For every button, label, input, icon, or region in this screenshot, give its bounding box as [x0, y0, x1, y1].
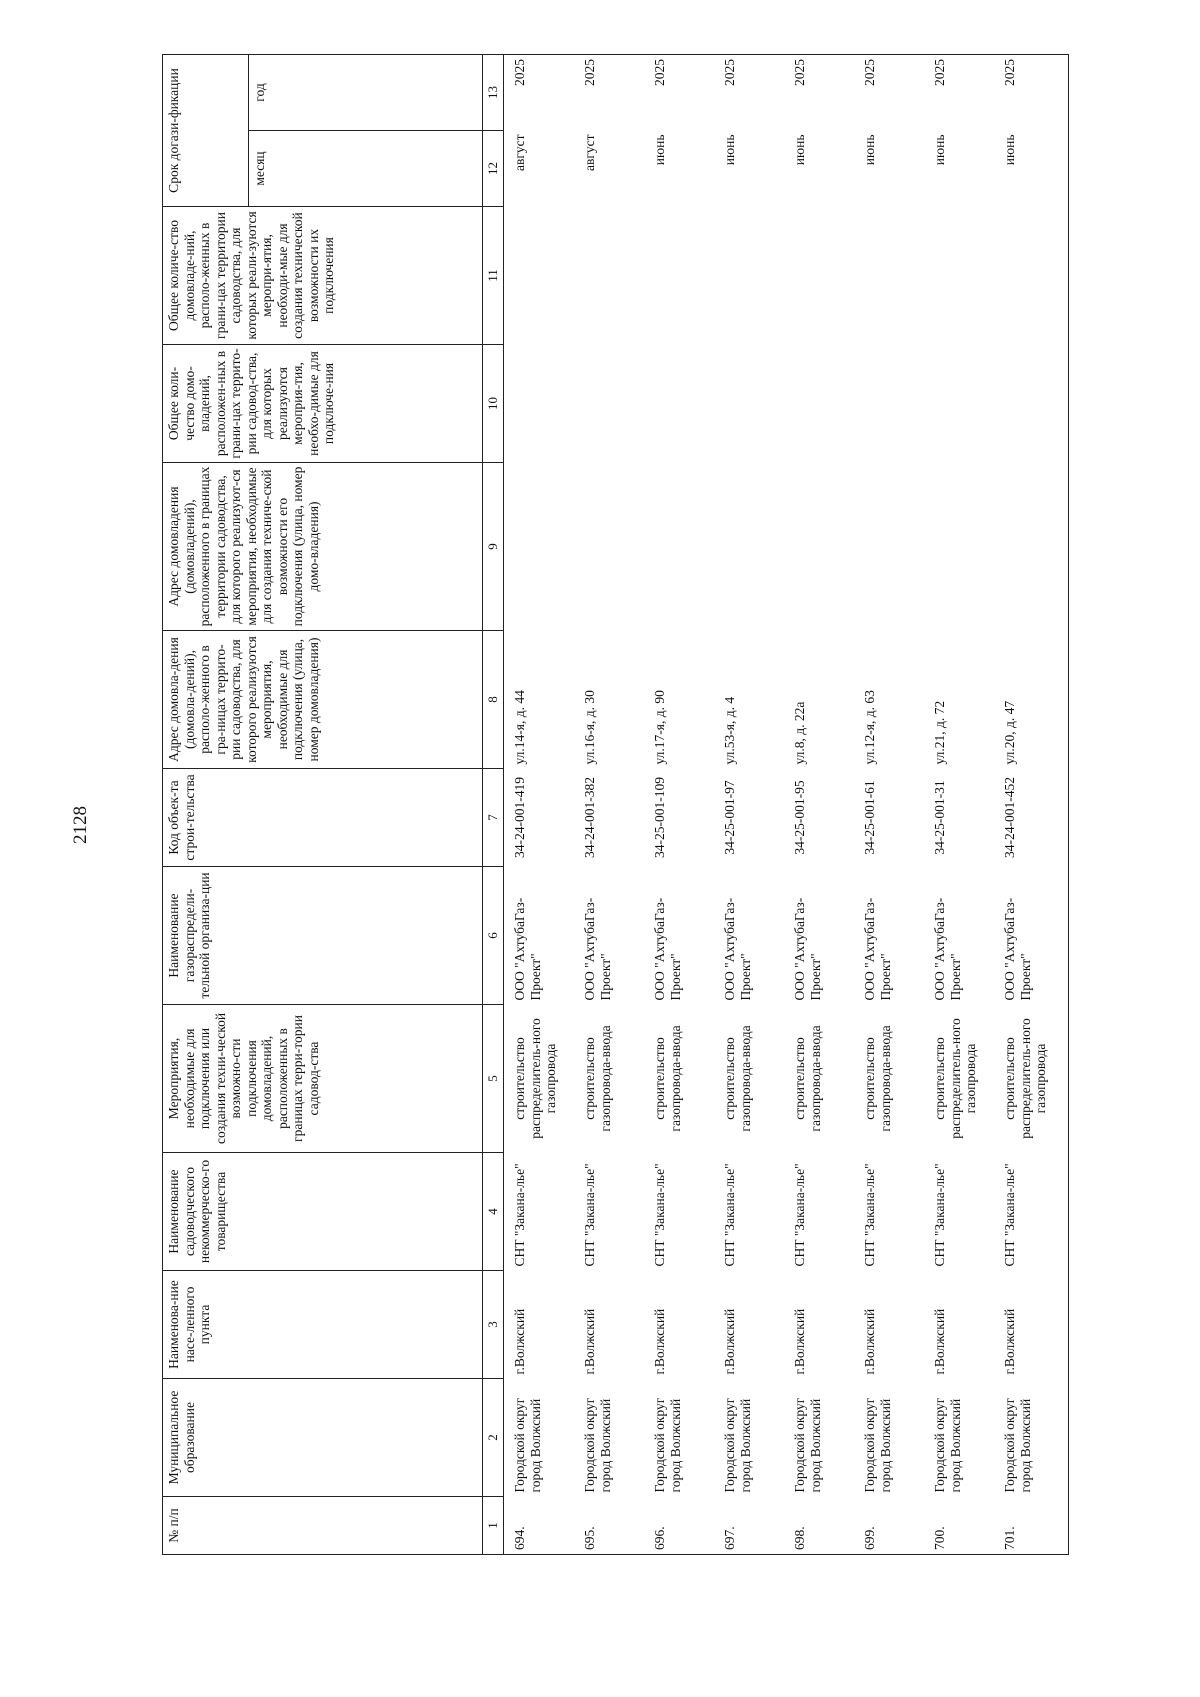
- cell-address-tech: [648, 463, 718, 631]
- cell-total-tech: [648, 207, 718, 345]
- cell-snt: СНТ "Закана-лье": [582, 1163, 597, 1267]
- cell-settlement: г.Волжский: [652, 1308, 667, 1375]
- column-number: 10: [483, 345, 504, 463]
- cell-snt: СНТ "Закана-лье": [792, 1163, 807, 1267]
- cell-total-connect: [578, 345, 648, 463]
- cell-num: 699.: [858, 1497, 928, 1555]
- cell-snt: СНТ "Закана-лье": [512, 1163, 527, 1267]
- cell-snt: СНТ "Закана-лье": [932, 1163, 947, 1267]
- cell-address-tech: [504, 463, 579, 631]
- table-row: [998, 54, 1069, 1554]
- cell-snt: СНТ "Закана-лье": [722, 1163, 737, 1267]
- cell-municipality: Городской округ город Волжский: [792, 1397, 823, 1493]
- column-number: 2: [483, 1379, 504, 1497]
- table-row: [788, 54, 858, 1554]
- cell-total-tech: [928, 207, 998, 345]
- cell-address-tech: [998, 463, 1069, 631]
- header-address-tech: Адрес домовладения (домовладений), расположенного в границах территории садоводства, для которого реализуют-ся мероприятия, необходимые для создания техниче-ской возможности его подключения (улица, номер домо-владения): [163, 463, 483, 631]
- cell-municipality: Городской округ город Волжский: [512, 1397, 543, 1493]
- cell-total-tech: [504, 207, 579, 345]
- cell-month: август: [512, 134, 527, 172]
- cell-object-code: 34-25-001-97: [722, 780, 737, 855]
- cell-address-tech: [718, 463, 788, 631]
- header-deadline: Срок догази-фикации: [163, 54, 249, 206]
- cell-object-code: 34-25-001-109: [652, 777, 667, 858]
- header-measures: Мероприятия, необходимые для подключения или создания техни-ческой возможно-сти подключения домовладений, расположенных в границах терри-тории садовод-ства: [163, 1005, 483, 1153]
- cell-settlement: г.Волжский: [512, 1308, 527, 1375]
- cell-num: 694.: [504, 1497, 579, 1555]
- cell-year: 2025: [504, 54, 579, 130]
- column-number: 5: [483, 1005, 504, 1153]
- cell-measures: строительство газопровода-ввода: [582, 1025, 613, 1132]
- table-header: [163, 54, 504, 1554]
- cell-address-main: ул.21, д. 72: [932, 700, 947, 765]
- cell-month: июнь: [862, 134, 877, 166]
- header-year: год: [249, 54, 483, 130]
- cell-total-tech: [718, 207, 788, 345]
- column-number: 13: [483, 54, 504, 130]
- cell-gas-org: ООО "АхтубаГаз-Проект": [512, 897, 543, 1001]
- cell-year: 2025: [578, 54, 648, 130]
- cell-address-tech: [858, 463, 928, 631]
- cell-total-connect: [788, 345, 858, 463]
- header-total-tech: Общее количе-ство домовладе-ний, располо-женных в грани-цах территории садоводства, для которых реали-зуются меропри-ятия, необходи-мые для создания технической возможности их подключения: [163, 207, 483, 345]
- cell-year: 2025: [648, 54, 718, 130]
- column-number: 9: [483, 463, 504, 631]
- cell-total-connect: [718, 345, 788, 463]
- cell-address-main: ул.20, д. 47: [998, 631, 1069, 769]
- cell-settlement: г.Волжский: [792, 1308, 807, 1375]
- cell-gas-org: ООО "АхтубаГаз-Проект": [792, 897, 823, 1001]
- cell-num: 696.: [648, 1497, 718, 1555]
- cell-gas-org: ООО "АхтубаГаз-Проект": [582, 897, 613, 1001]
- cell-year: 2025: [998, 54, 1069, 130]
- cell-total-connect: [858, 345, 928, 463]
- cell-gas-org: ООО "АхтубаГаз-Проект": [862, 897, 893, 1001]
- table-row: [648, 54, 718, 1554]
- cell-num: 701.: [998, 1497, 1069, 1555]
- cell-snt: СНТ "Закана-лье": [998, 1153, 1069, 1271]
- cell-gas-org: ООО "АхтубаГаз-Проект": [932, 897, 963, 1001]
- cell-num: 700.: [928, 1497, 998, 1555]
- cell-total-connect: [998, 345, 1069, 463]
- column-number: 11: [483, 207, 504, 345]
- page-number: 2128: [70, 806, 91, 844]
- column-number: 7: [483, 769, 504, 867]
- header-object-code: Код объек-та строи-тельства: [163, 769, 483, 867]
- cell-year: 2025: [928, 54, 998, 130]
- cell-municipality: Городской округ город Волжский: [722, 1397, 753, 1493]
- table-row: [928, 54, 998, 1554]
- cell-month: июнь: [998, 131, 1069, 207]
- table-row: [504, 54, 579, 1554]
- cell-month: июнь: [932, 134, 947, 166]
- column-number: 12: [483, 131, 504, 207]
- cell-settlement: г.Волжский: [932, 1308, 947, 1375]
- cell-total-connect: [928, 345, 998, 463]
- header-address-main: Адрес домовла-дения (домовла-дений), располо-женного в гра-ницах террито-рии садоводства, для которого реализуются мероприятия, необходимые для подключения (улица, номер домовладения): [163, 631, 483, 769]
- header-total-connect: Общее коли-чество домо-владений, расположен-ных в грани-цах террито-рии садовод-ства, для которых реализуются мероприя-тия, необхо-димые для подключе-ния: [163, 345, 483, 463]
- cell-year: 2025: [788, 54, 858, 130]
- cell-num: 697.: [718, 1497, 788, 1555]
- cell-settlement: г.Волжский: [998, 1271, 1069, 1379]
- cell-address-main: ул.8, д. 22а: [792, 701, 807, 765]
- table-row: [858, 54, 928, 1554]
- cell-snt: СНТ "Закана-лье": [652, 1163, 667, 1267]
- cell-object-code: 34-24-001-382: [582, 777, 597, 858]
- cell-month: июнь: [652, 134, 667, 166]
- cell-address-tech: [928, 463, 998, 631]
- cell-month: июнь: [792, 134, 807, 166]
- cell-address-tech: [788, 463, 858, 631]
- cell-total-connect: [648, 345, 718, 463]
- cell-month: август: [582, 134, 597, 172]
- cell-address-main: ул.17-я, д. 90: [652, 690, 667, 765]
- cell-municipality: Городской округ город Волжский: [652, 1397, 683, 1493]
- cell-settlement: г.Волжский: [722, 1308, 737, 1375]
- cell-municipality: Городской округ город Волжский: [932, 1397, 963, 1493]
- cell-total-tech: [578, 207, 648, 345]
- column-number: 4: [483, 1153, 504, 1271]
- cell-total-tech: [998, 207, 1069, 345]
- cell-gas-org: ООО "АхтубаГаз-Проект": [998, 867, 1069, 1005]
- column-number: 6: [483, 867, 504, 1005]
- cell-settlement: г.Волжский: [582, 1308, 597, 1375]
- column-number: 1: [483, 1497, 504, 1555]
- cell-year: 2025: [718, 54, 788, 130]
- cell-snt: СНТ "Закана-лье": [862, 1163, 877, 1267]
- table-row: [578, 54, 648, 1554]
- header-num: № п/п: [163, 1497, 483, 1555]
- cell-object-code: 34-25-001-61: [862, 780, 877, 855]
- cell-num: 698.: [788, 1497, 858, 1555]
- cell-object-code: 34-25-001-95: [792, 780, 807, 855]
- table-body: [504, 54, 1069, 1554]
- gasification-table: [162, 54, 1069, 1555]
- cell-object-code: 34-25-001-31: [932, 780, 947, 855]
- cell-gas-org: ООО "АхтубаГаз-Проект": [722, 897, 753, 1001]
- cell-total-connect: [504, 345, 579, 463]
- header-snt: Наименование садоводческого некоммерческо-го товарищества: [163, 1153, 483, 1271]
- cell-address-main: ул.12-я, д. 63: [862, 690, 877, 765]
- column-number: 3: [483, 1271, 504, 1379]
- cell-measures: строительство газопровода-ввода: [862, 1025, 893, 1132]
- cell-municipality: Городской округ город Волжский: [582, 1397, 613, 1493]
- table-row: [718, 54, 788, 1554]
- cell-measures: строительство газопровода-ввода: [652, 1025, 683, 1132]
- cell-object-code: 34-24-001-452: [998, 769, 1069, 867]
- cell-municipality: Городской округ город Волжский: [862, 1397, 893, 1493]
- cell-measures: строительство газопровода-ввода: [792, 1025, 823, 1132]
- cell-address-main: ул.14-я, д. 44: [512, 690, 527, 765]
- cell-total-tech: [858, 207, 928, 345]
- cell-gas-org: ООО "АхтубаГаз-Проект": [652, 897, 683, 1001]
- cell-measures: строительство распределитель-ного газопровода: [512, 1018, 558, 1139]
- cell-object-code: 34-24-001-419: [512, 777, 527, 858]
- cell-settlement: г.Волжский: [862, 1308, 877, 1375]
- header-municipality: Муниципальное образование: [163, 1379, 483, 1497]
- cell-municipality: Городской округ город Волжский: [998, 1379, 1069, 1497]
- cell-address-main: ул.16-я, д. 30: [582, 690, 597, 765]
- cell-num: 695.: [578, 1497, 648, 1555]
- column-numbers-row: [483, 54, 504, 1554]
- cell-total-tech: [788, 207, 858, 345]
- header-month: месяц: [249, 131, 483, 207]
- header-gas-org: Наименование газораспредели-тельной организа-ции: [163, 867, 483, 1005]
- cell-year: 2025: [858, 54, 928, 130]
- cell-measures: строительство распределитель-ного газопровода: [998, 1005, 1069, 1153]
- cell-address-main: ул.53-я, д. 4: [722, 696, 737, 765]
- cell-address-tech: [578, 463, 648, 631]
- cell-measures: строительство газопровода-ввода: [722, 1025, 753, 1132]
- cell-measures: строительство распределитель-ного газопровода: [932, 1018, 978, 1139]
- cell-month: июнь: [722, 134, 737, 166]
- column-number: 8: [483, 631, 504, 769]
- header-settlement: Наименова-ние насе-ленного пункта: [163, 1271, 483, 1379]
